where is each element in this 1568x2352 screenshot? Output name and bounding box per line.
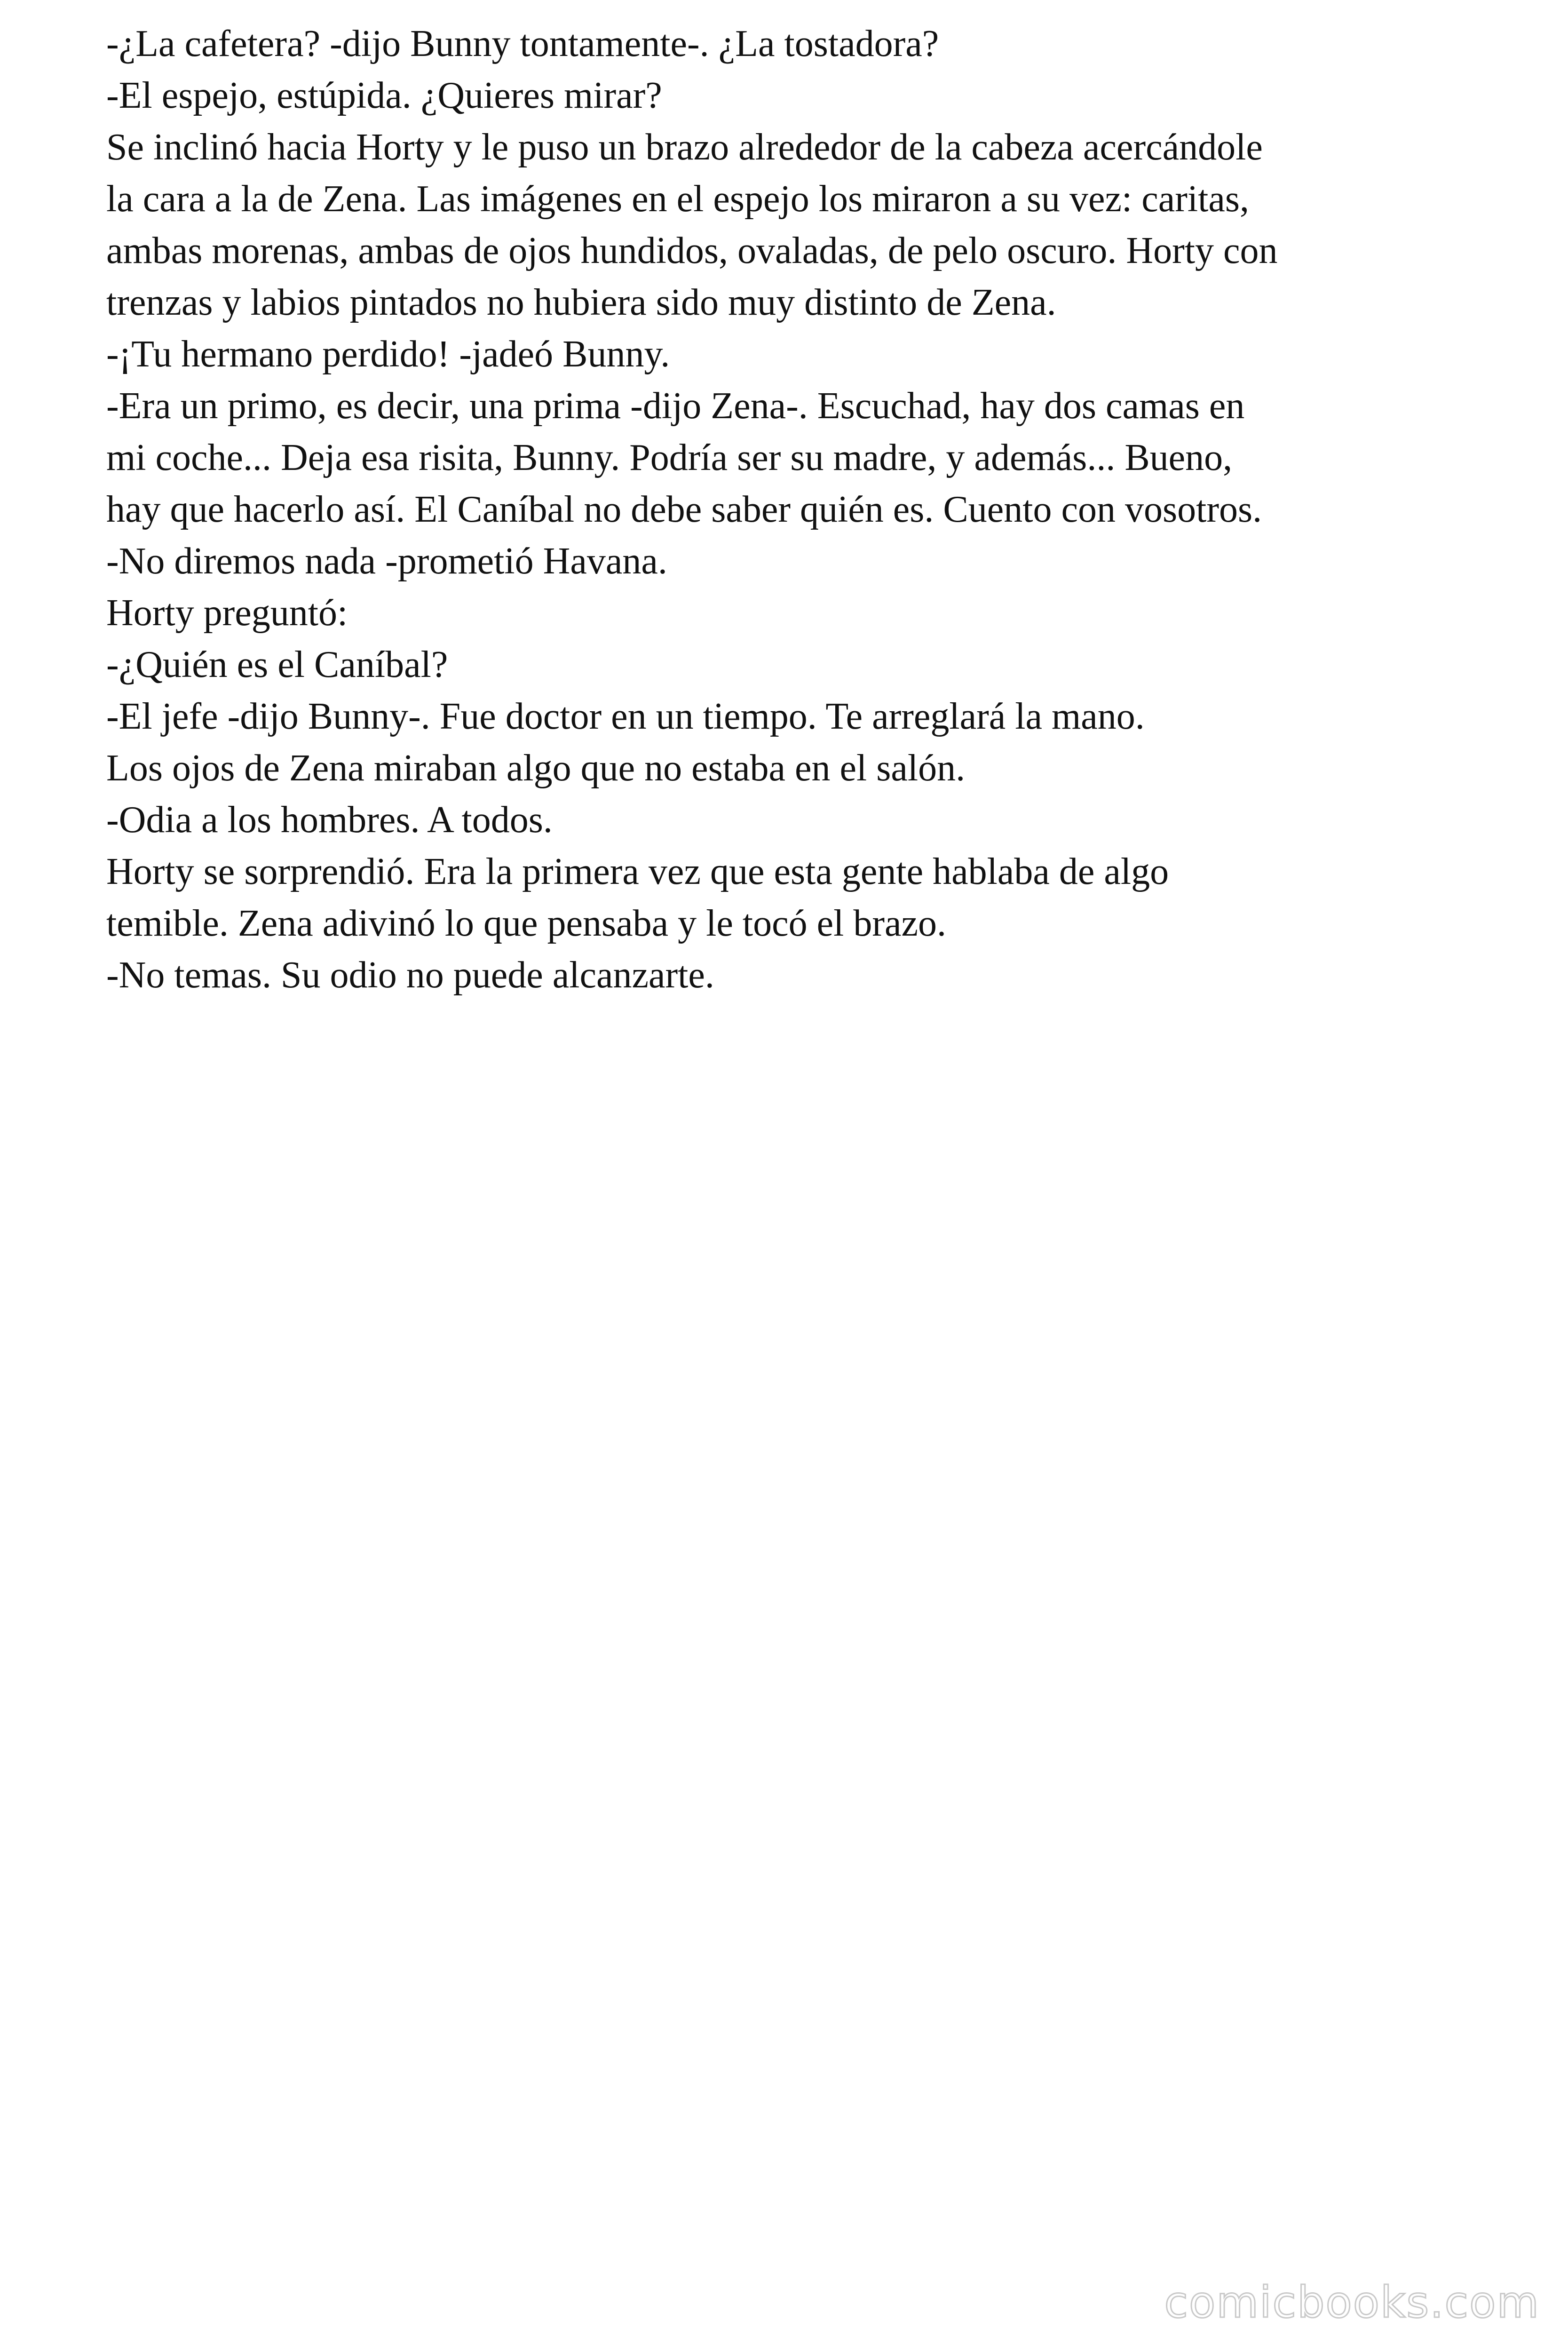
text-line: Horty preguntó: xyxy=(106,592,348,634)
text-line: trenzas y labios pintados no hubiera sido muy distinto de Zena. xyxy=(106,282,1056,323)
text-line: -El jefe -dijo Bunny-. Fue doctor en un tiempo. Te arreglará la mano. xyxy=(106,696,1145,737)
text-line: -No diremos nada -prometió Havana. xyxy=(106,540,667,582)
text-line: -No temas. Su odio no puede alcanzarte. xyxy=(106,954,714,996)
text-line: ambas morenas, ambas de ojos hundidos, ovaladas, de pelo oscuro. Horty con xyxy=(106,230,1278,271)
text-line: -¿La cafetera? -dijo Bunny tontamente-. ¿La tostadora? xyxy=(106,23,939,64)
text-line: temible. Zena adivinó lo que pensaba y le tocó el brazo. xyxy=(106,903,947,944)
text-line: -El espejo, estúpida. ¿Quieres mirar? xyxy=(106,75,662,116)
text-line: mi coche... Deja esa risita, Bunny. Podría ser su madre, y además... Bueno, xyxy=(106,437,1233,478)
text-line: -¡Tu hermano perdido! -jadeó Bunny. xyxy=(106,334,670,375)
text-line: -Odia a los hombres. A todos. xyxy=(106,799,553,841)
text-line: la cara a la de Zena. Las imágenes en el espejo los miraron a su vez: caritas, xyxy=(106,178,1249,220)
text-line: hay que hacerlo así. El Caníbal no debe saber quién es. Cuento con vosotros. xyxy=(106,489,1262,530)
body-text xyxy=(106,18,1498,1001)
text-line: Horty se sorprendió. Era la primera vez que esta gente hablaba de algo xyxy=(106,851,1169,892)
text-line: Los ojos de Zena miraban algo que no estaba en el salón. xyxy=(106,747,966,789)
text-line: -Era un primo, es decir, una prima -dijo Zena-. Escuchad, hay dos camas en xyxy=(106,385,1245,427)
watermark-logo: comicbooks.com xyxy=(1164,2277,1540,2328)
text-line: Se inclinó hacia Horty y le puso un brazo alrededor de la cabeza acercándole xyxy=(106,127,1263,168)
text-line: -¿Quién es el Caníbal? xyxy=(106,644,448,685)
